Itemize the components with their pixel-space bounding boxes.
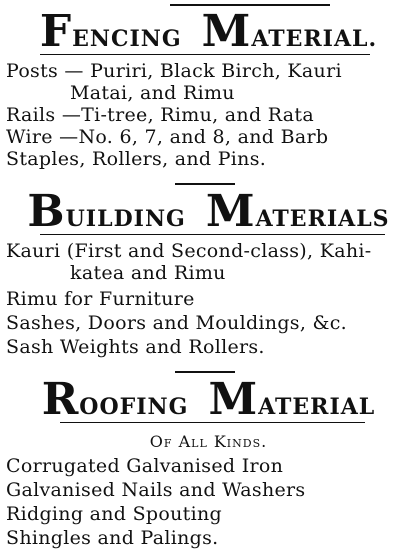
roofing-line: Corrugated Galvanised Iron: [6, 455, 284, 477]
fencing-heading: [0, 6, 417, 57]
roofing-cap-1: R: [41, 374, 80, 425]
building-cap-1: B: [27, 186, 66, 237]
roofing-underline: [60, 422, 365, 423]
building-line: katea and Rimu: [70, 262, 226, 284]
roofing-line: Shingles and Palings.: [6, 527, 219, 549]
building-line: Kauri (First and Second-class), Kahi-: [6, 240, 372, 262]
building-line: Sashes, Doors and Mouldings, &c.: [6, 312, 348, 334]
building-heading: [0, 186, 417, 237]
fencing-line: Matai, and Rimu: [70, 82, 235, 104]
fencing-cap-1: F: [39, 6, 73, 57]
building-rest-2: ATERIALS: [255, 206, 390, 232]
building-line: Sash Weights and Rollers.: [6, 336, 265, 358]
section-rule: [175, 371, 235, 373]
roofing-cap-2: M: [208, 374, 259, 425]
fencing-cap-2: M: [201, 6, 252, 57]
roofing-line: Galvanised Nails and Washers: [6, 479, 306, 501]
fencing-line: Posts — Puriri, Black Birch, Kauri: [6, 60, 342, 82]
building-rest-1: UILDING: [65, 206, 186, 232]
roofing-rest-2: ATERIAL: [258, 394, 376, 420]
fencing-line: Rails —Ti-tree, Rimu, and Rata: [6, 104, 314, 126]
building-line: Rimu for Furniture: [6, 288, 195, 310]
fencing-line: Wire —No. 6, 7, and 8, and Barb: [6, 126, 329, 148]
building-underline: [40, 234, 385, 235]
roofing-heading: [0, 374, 417, 425]
fencing-line: Staples, Rollers, and Pins.: [6, 148, 267, 170]
fencing-rest-2: ATERIAL.: [251, 26, 378, 52]
roofing-rest-1: OOFING: [79, 394, 189, 420]
roofing-line: Ridging and Spouting: [6, 503, 222, 525]
building-cap-2: M: [205, 186, 256, 237]
roofing-subtitle: Of All Kinds.: [149, 432, 268, 451]
fencing-underline: [40, 54, 370, 55]
section-rule: [175, 183, 235, 185]
fencing-rest-1: ENCING: [72, 26, 182, 52]
